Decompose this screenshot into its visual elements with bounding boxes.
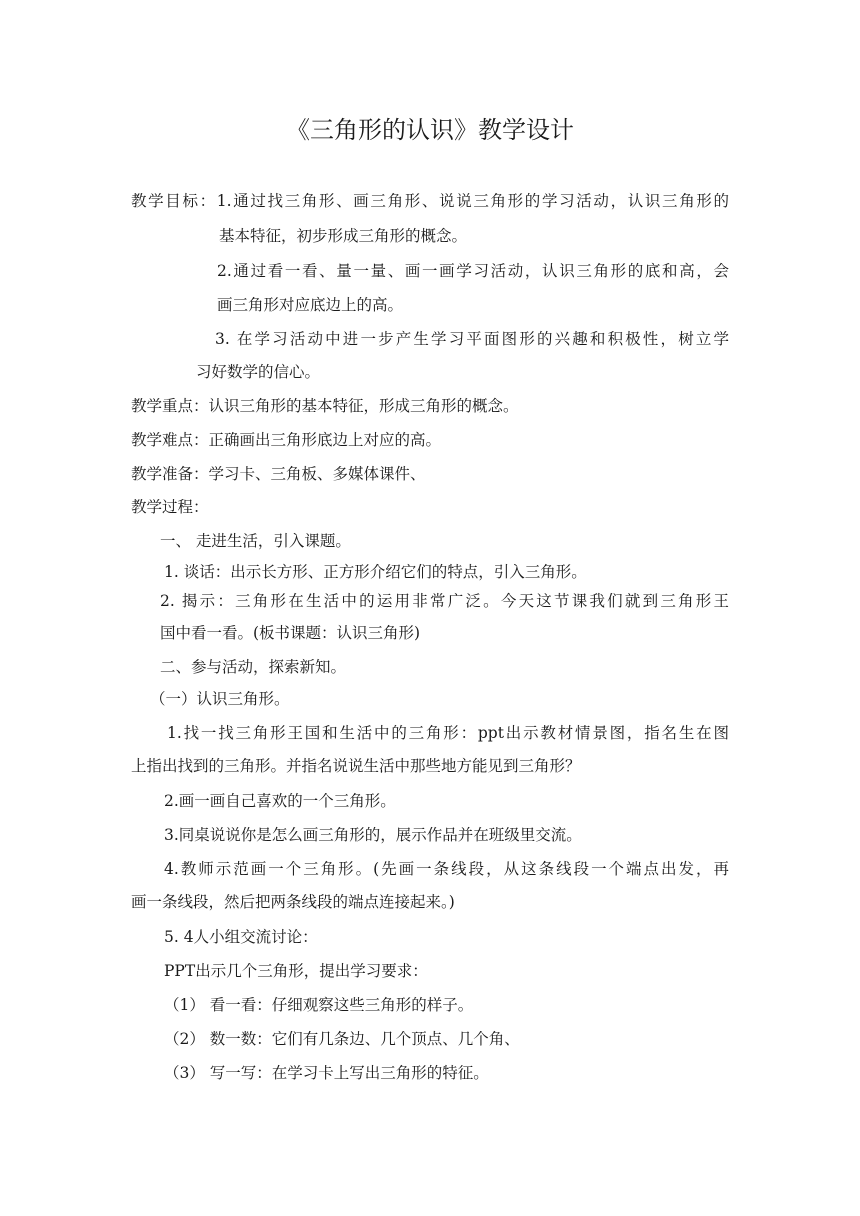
text-line: 画一条线段，然后把两条线段的端点连接起来。): [131, 893, 455, 911]
text-line: 3. 在学习活动中进一步产生学习平面图形的兴趣和积极性，树立学: [215, 330, 729, 348]
text-line: 2.画一画自己喜欢的一个三角形。: [164, 792, 396, 810]
text-line: 教学过程：: [131, 498, 209, 516]
text-line: 教学准备：学习卡、三角板、多媒体课件、: [131, 465, 426, 483]
text-line: 教学重点：认识三角形的基本特征，形成三角形的概念。: [131, 397, 519, 415]
text-line: 二、参与活动，探索新知。: [160, 658, 347, 676]
text-line: 画三角形对应底边上的高。: [217, 296, 404, 314]
text-line: PPT出示几个三角形，提出学习要求：: [164, 962, 428, 980]
text-line: 上指出找到的三角形。并指名说说生活中那些地方能见到三角形？: [131, 757, 581, 775]
text-line: 4.教师示范画一个三角形。(先画一条线段，从这条线段一个端点出发，再: [164, 860, 729, 878]
text-line: （3） 写一写：在学习卡上写出三角形的特征。: [164, 1064, 489, 1082]
text-line: 2. 揭示：三角形在生活中的运用非常广泛。今天这节课我们就到三角形王: [160, 592, 729, 610]
text-line: 教学难点：正确画出三角形底边上对应的高。: [131, 431, 442, 449]
text-line: （1） 看一看：仔细观察这些三角形的样子。: [164, 996, 474, 1014]
text-line: 国中看一看。(板书课题：认识三角形): [160, 624, 421, 642]
text-line: 3.同桌说说你是怎么画三角形的，展示作品并在班级里交流。: [164, 826, 582, 844]
text-line: （一）认识三角形。: [150, 690, 290, 708]
text-line: 习好数学的信心。: [196, 363, 321, 381]
text-line: 教学目标：1.通过找三角形、画三角形、说说三角形的学习活动，认识三角形的: [131, 192, 729, 210]
text-line: 1. 谈话：出示长方形、正方形介绍它们的特点，引入三角形。: [164, 563, 587, 581]
text-line: （2） 数一数：它们有几条边、几个顶点、几个角、: [164, 1030, 520, 1048]
text-line: 1.找一找三角形王国和生活中的三角形：ppt出示教材情景图，指名生在图: [167, 724, 729, 742]
text-line: 2.通过看一看、量一量、画一画学习活动，认识三角形的底和高，会: [217, 262, 729, 280]
text-line: 基本特征，初步形成三角形的概念。: [219, 227, 468, 245]
text-line: 5. 4人小组交流讨论：: [164, 928, 318, 946]
text-line: 一、 走进生活，引入课题。: [160, 532, 351, 550]
document-title: 《三角形的认识》教学设计: [286, 116, 574, 144]
